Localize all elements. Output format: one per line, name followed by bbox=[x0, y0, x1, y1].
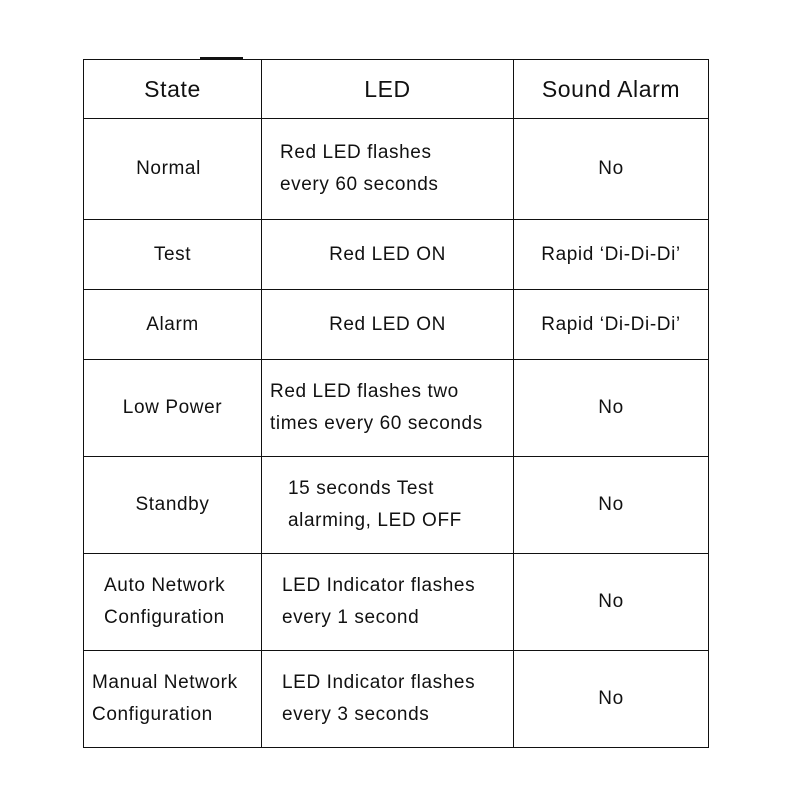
state-auto-network-line: Auto Network bbox=[104, 575, 226, 596]
led-text-line: every 60 seconds bbox=[280, 174, 439, 195]
led-cell bbox=[262, 360, 514, 457]
led-state-table bbox=[83, 59, 709, 748]
led-text-line: 15 seconds Test bbox=[288, 478, 434, 499]
sound-cell: No bbox=[514, 119, 709, 220]
led-cell bbox=[262, 457, 514, 554]
led-cell bbox=[262, 290, 514, 360]
table-row bbox=[84, 651, 709, 748]
sound-cell: Rapid ‘Di-Di-Di’ bbox=[514, 290, 709, 360]
sound-cell: No bbox=[514, 651, 709, 748]
header-sound-alarm: Sound Alarm bbox=[514, 60, 709, 119]
led-text-line: LED Indicator flashes bbox=[282, 575, 476, 596]
led-text-line: Red LED ON bbox=[329, 243, 446, 265]
led-text-line: every 3 seconds bbox=[282, 704, 430, 725]
led-cell bbox=[262, 220, 514, 290]
sound-cell: No bbox=[514, 554, 709, 651]
state-cell bbox=[84, 457, 262, 554]
state-standby: Standby bbox=[135, 494, 210, 515]
state-cell bbox=[84, 554, 262, 651]
state-alarm: Alarm bbox=[146, 313, 199, 335]
led-text-line: LED Indicator flashes bbox=[282, 672, 476, 693]
led-text-line: every 1 second bbox=[282, 607, 420, 628]
table-row bbox=[84, 360, 709, 457]
state-cell bbox=[84, 220, 262, 290]
led-text-line: times every 60 seconds bbox=[270, 413, 483, 434]
state-cell bbox=[84, 119, 262, 220]
table-row bbox=[84, 457, 709, 554]
sound-cell: No bbox=[514, 360, 709, 457]
led-cell bbox=[262, 651, 514, 748]
state-auto-network-line: Configuration bbox=[104, 607, 225, 628]
led-text-line: Red LED flashes two bbox=[270, 381, 459, 402]
state-cell bbox=[84, 360, 262, 457]
state-test: Test bbox=[153, 243, 192, 265]
table-row bbox=[84, 119, 709, 220]
state-manual-network-line: Configuration bbox=[92, 704, 213, 725]
led-text-line: alarming, LED OFF bbox=[288, 510, 462, 531]
header-state: State bbox=[84, 60, 262, 119]
state-low-power: Low Power bbox=[122, 397, 223, 418]
state-cell bbox=[84, 290, 262, 360]
table-row bbox=[84, 220, 709, 290]
led-text-line: Red LED ON bbox=[329, 313, 446, 335]
led-cell bbox=[262, 119, 514, 220]
led-cell bbox=[262, 554, 514, 651]
header-led: LED bbox=[262, 60, 514, 119]
table-header-row bbox=[84, 60, 709, 119]
sound-cell: No bbox=[514, 457, 709, 554]
sound-cell: Rapid ‘Di-Di-Di’ bbox=[514, 220, 709, 290]
table-row bbox=[84, 554, 709, 651]
state-manual-network-line: Manual Network bbox=[92, 672, 238, 693]
state-normal: Normal bbox=[136, 158, 201, 179]
table-row bbox=[84, 290, 709, 360]
state-cell bbox=[84, 651, 262, 748]
led-text-line: Red LED flashes bbox=[280, 142, 432, 163]
